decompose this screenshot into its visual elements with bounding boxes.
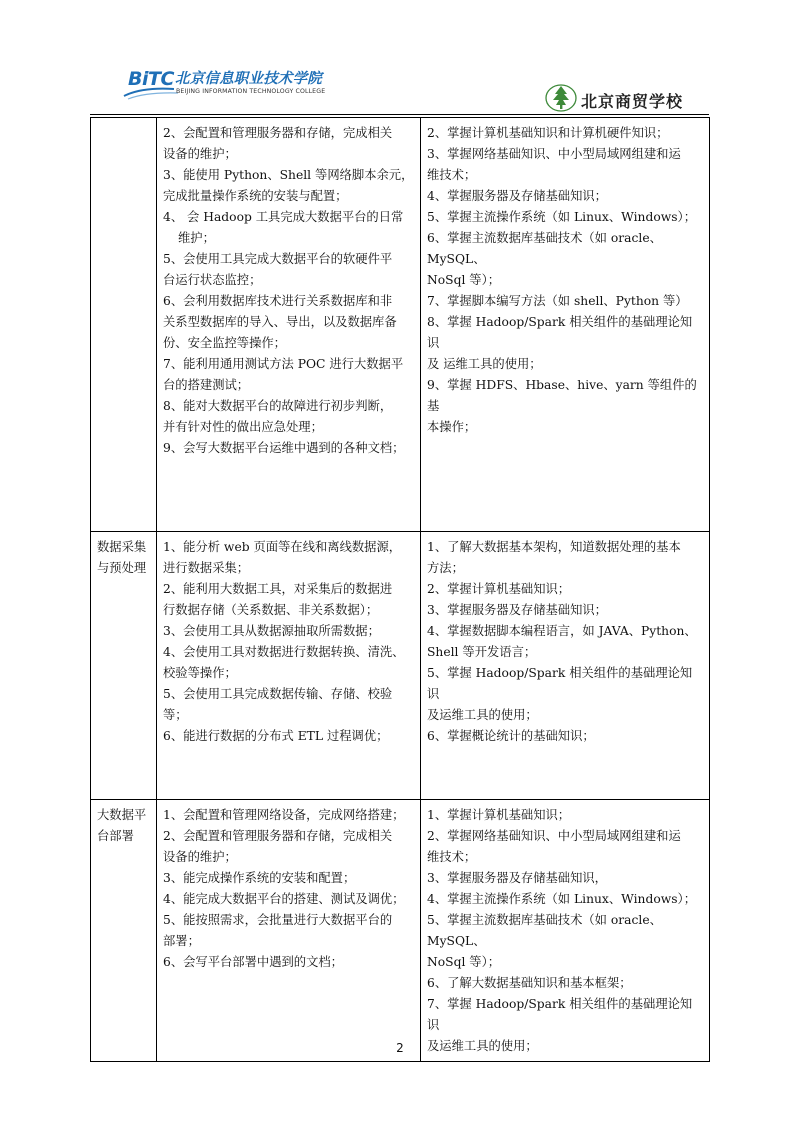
skill-line: 维护； (178, 231, 215, 245)
bitc-logo-chinese-name: 北京信息职业技术学院 (175, 70, 322, 87)
knowledge-line: 4、掌握服务器及存储基础知识； (427, 189, 607, 203)
knowledge-line: 1、了解大数据基本架构，知道数据处理的基本 (427, 540, 681, 554)
skills-cell (157, 532, 421, 800)
skill-line: 1、能分析 web 页面等在线和离线数据源， (163, 540, 402, 554)
category-cell (91, 118, 157, 532)
category-cell: 大数据平台部署 (91, 800, 157, 1062)
knowledge-cell (421, 532, 710, 800)
skill-line: 台运行状态监控； (163, 273, 262, 287)
knowledge-line: 维技术； (427, 168, 477, 182)
skill-line: 6、会写平台部署中遇到的文档； (163, 955, 343, 969)
skill-line: 2、能利用大数据工具，对采集后的数据进 (163, 582, 393, 596)
knowledge-line: 3、掌握服务器及存储基础知识； (427, 603, 607, 617)
skill-line: 4、会使用工具对数据进行数据转换、清洗、 (163, 645, 405, 659)
knowledge-line: Shell 等开发语言； (427, 645, 537, 659)
knowledge-line: 2、掌握计算机基础知识和计算机硬件知识； (427, 126, 669, 140)
skills-cell (157, 800, 421, 1062)
knowledge-line: 2、掌握计算机基础知识； (427, 582, 571, 596)
knowledge-line: 5、掌握主流数据库基础技术（如 oracle、MySQL、 (427, 913, 662, 948)
knowledge-line: 及运维工具的使用； (427, 708, 538, 722)
knowledge-line: NoSql 等）； (427, 273, 501, 287)
skill-line: 2、会配置和管理服务器和存储，完成相关 (163, 126, 393, 140)
bitc-logo-mark: BiTC (128, 68, 174, 90)
table-row (91, 800, 710, 1062)
knowledge-line: 6、掌握主流数据库基础技术（如 oracle、MySQL、 (427, 231, 662, 266)
skill-line: 等； (163, 708, 188, 722)
skill-line: 5、能按照需求，会批量进行大数据平台的 (163, 913, 393, 927)
knowledge-line: 7、掌握 Hadoop/Spark 相关组件的基础理论知识 (427, 997, 693, 1032)
skill-line: 5、会使用工具完成大数据平台的软硬件平 (163, 252, 393, 266)
table-row (91, 532, 710, 800)
skill-line: 3、能使用 Python、Shell 等网络脚本余元， (163, 168, 414, 182)
skill-line: 4、 会 Hadoop 工具完成大数据平台的日常 (163, 210, 404, 224)
skill-line: 3、会使用工具从数据源抽取所需数据； (163, 624, 380, 638)
skill-line: 进行数据采集； (163, 561, 250, 575)
knowledge-line: NoSql 等）； (427, 955, 501, 969)
skill-line: 4、能完成大数据平台的搭建、测试及调优； (163, 892, 405, 906)
table-row (91, 118, 710, 532)
knowledge-line: 5、掌握主流操作系统（如 Linux、Windows）； (427, 210, 696, 224)
skills-cell (157, 118, 421, 532)
knowledge-line: 3、掌握服务器及存储基础知识， (427, 871, 607, 885)
knowledge-line: 维技术； (427, 850, 477, 864)
skill-line: 6、会利用数据库技术进行关系数据库和非 (163, 294, 393, 308)
skill-line: 9、会写大数据平台运维中遇到的各种文档； (163, 441, 405, 455)
knowledge-line: 5、掌握 Hadoop/Spark 相关组件的基础理论知识 (427, 666, 693, 701)
knowledge-line: 9、掌握 HDFS、Hbase、hive、yarn 等组件的基 (427, 378, 697, 413)
skill-line: 并有针对性的做出应急处理； (163, 420, 323, 434)
knowledge-line: 本操作； (427, 420, 477, 434)
skill-line: 3、能完成操作系统的安装和配置； (163, 871, 356, 885)
skill-line: 5、会使用工具完成数据传输、存储、校验 (163, 687, 393, 701)
knowledge-cell (421, 800, 710, 1062)
knowledge-line: 4、掌握数据脚本编程语言，如 JAVA、Python、 (427, 624, 697, 638)
skill-line: 7、能利用通用测试方法 POC 进行大数据平 (163, 357, 404, 371)
bitc-logo-english-name: BEIJING INFORMATION TECHNOLOGY COLLEGE (176, 88, 326, 95)
knowledge-line: 及 运维工具的使用； (427, 357, 542, 371)
knowledge-cell (421, 118, 710, 532)
knowledge-line: 方法； (427, 561, 464, 575)
page-number: 2 (396, 1041, 404, 1055)
skill-line: 2、会配置和管理服务器和存储，完成相关 (163, 829, 393, 843)
tree-logo-icon (545, 82, 577, 112)
knowledge-line: 2、掌握网络基础知识、中小型局域网组建和运 (427, 829, 681, 843)
knowledge-line: 6、了解大数据基础知识和基本框架； (427, 976, 632, 990)
school-name: 北京商贸学校 (581, 92, 684, 111)
knowledge-line: 8、掌握 Hadoop/Spark 相关组件的基础理论知识 (427, 315, 693, 350)
skill-line: 台的搭建测试； (163, 378, 250, 392)
skill-line: 8、能对大数据平台的故障进行初步判断， (163, 399, 393, 413)
skill-line: 1、会配置和管理网络设备，完成网络搭建； (163, 808, 405, 822)
knowledge-line: 4、掌握主流操作系统（如 Linux、Windows）； (427, 892, 696, 906)
bitc-logo (128, 64, 326, 104)
skill-line: 部署； (163, 934, 200, 948)
knowledge-line: 6、掌握概论统计的基础知识； (427, 729, 595, 743)
skill-line: 设备的维护； (163, 850, 237, 864)
category-cell: 数据采集与预处理 (91, 532, 157, 800)
curriculum-table (90, 117, 710, 1062)
skill-line: 关系型数据库的导入、导出，以及数据库备 (163, 315, 397, 329)
skill-line: 份、安全监控等操作； (163, 336, 286, 350)
skill-line: 完成批量操作系统的安装与配置； (163, 189, 348, 203)
skill-line: 设备的维护； (163, 147, 237, 161)
skill-line: 行数据存储（关系数据、非关系数据）； (163, 603, 379, 617)
skill-line: 6、能进行数据的分布式 ETL 过程调优； (163, 729, 389, 743)
knowledge-line: 1、掌握计算机基础知识； (427, 808, 571, 822)
header-divider (90, 114, 709, 115)
knowledge-line: 3、掌握网络基础知识、中小型局域网组建和运 (427, 147, 681, 161)
knowledge-line: 7、掌握脚本编写方法（如 shell、Python 等） (427, 294, 688, 308)
knowledge-line: 及运维工具的使用； (427, 1039, 538, 1053)
skill-line: 校验等操作； (163, 666, 237, 680)
